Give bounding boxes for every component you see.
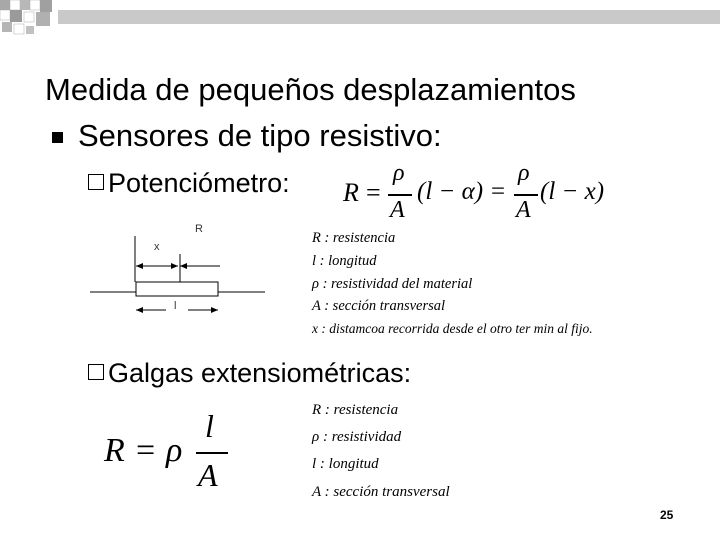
legend1-line-2: ρ : resistividad del material — [312, 276, 473, 292]
legend2-line-2: l : longitud — [312, 456, 379, 472]
legend1-line-1: l : longitud — [312, 253, 377, 269]
potentiometer-diagram — [90, 220, 270, 320]
formula2-rho: ρ — [166, 432, 183, 469]
fraction-bar — [514, 194, 538, 196]
formula1-R: R — [343, 178, 359, 207]
fraction-bar — [196, 452, 228, 454]
sub-bullet-potenciometro: Potenciómetro: — [88, 168, 290, 199]
slide-title: Medida de pequeños desplazamientos — [45, 72, 576, 107]
fraction-bar — [388, 194, 412, 196]
bullet-main: Sensores de tipo resistivo: — [78, 118, 442, 153]
formula2-eq: = — [136, 432, 156, 469]
formula1-paren1: (l − α) = — [417, 178, 507, 205]
square-bullet-icon — [52, 132, 63, 143]
formula1-eq: = — [366, 178, 381, 207]
formula1-A2: A — [516, 197, 531, 223]
legend2-line-3: A : sección transversal — [312, 484, 450, 500]
hollow-square-bullet-icon — [88, 174, 104, 190]
formula1-paren2: (l − x) — [540, 178, 605, 205]
diagram-label-l: l — [174, 300, 177, 312]
hollow-square-bullet-icon — [88, 364, 104, 380]
legend2-line-0: R : resistencia — [312, 402, 399, 418]
formula2-R: R — [104, 432, 125, 469]
formula2-l: l — [205, 408, 214, 444]
formula1-A: A — [390, 197, 405, 223]
legend1-line-0: R : resistencia — [312, 230, 396, 246]
formula1-rho2: ρ — [518, 160, 530, 186]
formula2-A: A — [198, 457, 218, 493]
page-number: 25 — [660, 508, 674, 522]
diagram-label-x: x — [154, 241, 160, 253]
sub-bullet-galgas: Galgas extensiométricas: — [88, 358, 411, 389]
legend1-line-3: A : sección transversal — [312, 298, 446, 314]
header-decoration — [0, 0, 720, 40]
formula1-rho: ρ — [393, 160, 405, 186]
legend2-line-1: ρ : resistividad — [312, 429, 402, 445]
legend1-line-4: x : distamcoa recorrida desde el otro ter min al fijo. — [312, 321, 593, 336]
diagram-label-R: R — [195, 223, 203, 235]
